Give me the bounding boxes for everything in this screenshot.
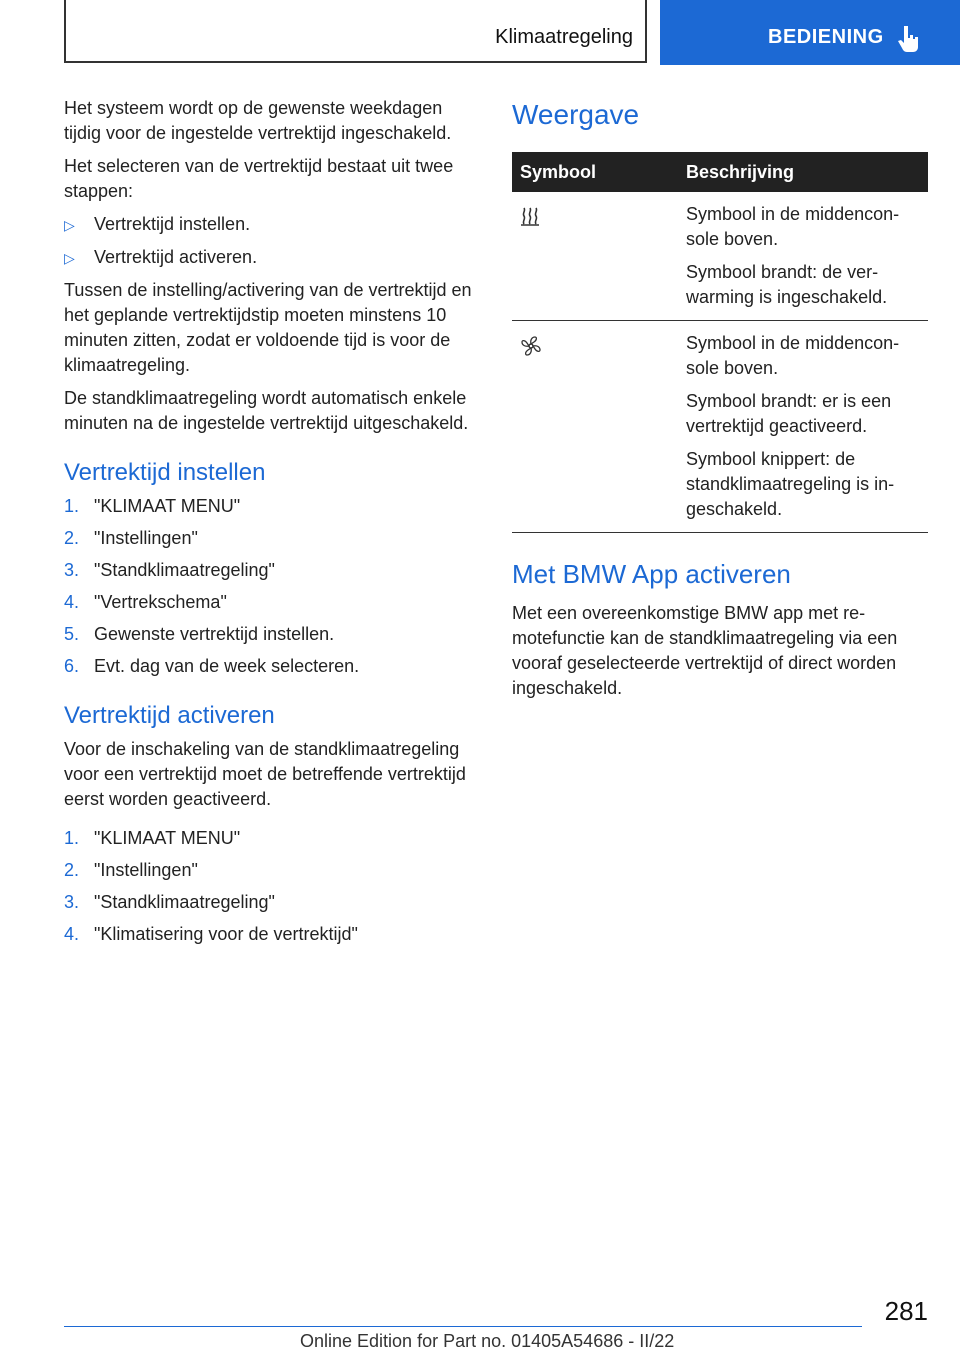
right-column xyxy=(512,96,928,709)
body-paragraph: De standklimaatregeling wordt automatisch enkele minuten na de ingestelde vertrektijd uitgeschakeld. xyxy=(64,388,469,433)
description-line: Symbool in de middenconsole boven. xyxy=(686,204,900,249)
description-line: Symbool knippert: de standklimaatregeling is ingeschakeld. xyxy=(686,449,895,519)
table-header-row xyxy=(512,152,928,192)
step-number: 3. xyxy=(64,560,80,580)
pointing-hand-icon xyxy=(896,24,922,54)
body-paragraph: Tussen de instelling/activering van de vertrektijd en het geplande vertrektijdstip moeten minstens 10 minuten zitten, zodat er voldoende tijd is voor de klimaatregeling. xyxy=(64,280,472,375)
left-column xyxy=(64,96,479,954)
header-section-box xyxy=(64,0,647,63)
step-text: "Klimatisering voor de vertrektijd" xyxy=(94,924,358,944)
step-text: "Standklimaatregeling" xyxy=(94,892,275,912)
symbol-table xyxy=(512,152,928,533)
symbol-cell xyxy=(512,192,678,321)
symbol-cell xyxy=(512,321,678,533)
step-text: "Instellingen" xyxy=(94,860,198,880)
step-number: 4. xyxy=(64,592,80,612)
bullet-text: Vertrektijd activeren. xyxy=(94,247,258,267)
step-number: 6. xyxy=(64,656,80,676)
step-item xyxy=(64,494,479,519)
fan-icon xyxy=(520,335,542,357)
intro-paragraph: Het systeem wordt op de gewenste weekdagen tijdig voor de ingestelde vertrektijd ingeschakeld. xyxy=(64,98,452,143)
step-text: Evt. dag van de week selecteren. xyxy=(94,656,360,676)
step-text: "KLIMAAT MENU" xyxy=(94,496,241,516)
step-item xyxy=(64,922,479,947)
table-row xyxy=(512,321,928,533)
step-item xyxy=(64,826,479,851)
description-line: Symbool in de middenconsole boven. xyxy=(686,333,900,378)
body-paragraph: Met een overeenkomstige BMW app met remotefunctie kan de standklimaatregeling via een vooraf geselecteerde vertrektijd of direct worden ingeschakeld. xyxy=(512,603,898,698)
description-cell xyxy=(678,321,928,533)
step-item xyxy=(64,890,479,915)
step-item xyxy=(64,590,479,615)
step-number: 1. xyxy=(64,496,80,516)
heading-vertrektijd-activeren: Vertrektijd activeren xyxy=(64,702,275,729)
bullet-text: Vertrektijd instellen. xyxy=(94,214,251,234)
step-text: Gewenste vertrektijd instellen. xyxy=(94,624,335,644)
step-item xyxy=(64,622,479,647)
section-title: Klimaatregeling xyxy=(495,26,633,48)
heading-vertrektijd-instellen: Vertrektijd instellen xyxy=(64,459,266,486)
step-item xyxy=(64,858,479,883)
heading-met-bmw-app-activeren: Met BMW App activeren xyxy=(512,559,791,589)
step-text: "Standklimaatregeling" xyxy=(94,560,275,580)
footer-divider xyxy=(64,1326,862,1327)
step-number: 2. xyxy=(64,528,80,548)
table-row xyxy=(512,192,928,321)
step-number: 2. xyxy=(64,860,80,880)
body-paragraph: Voor de inschakeling van de standklimaatregeling voor een vertrektijd moet de betreffende vertrektijd eerst worden geactiveerd. xyxy=(64,739,466,809)
step-number: 5. xyxy=(64,624,80,644)
chapter-tab xyxy=(660,0,960,65)
description-line: Symbool brandt: de verwarming is ingeschakeld. xyxy=(686,262,888,307)
bullet-item xyxy=(64,245,479,271)
step-number: 3. xyxy=(64,892,80,912)
step-text: "Instellingen" xyxy=(94,528,198,548)
step-number: 4. xyxy=(64,924,80,944)
step-item xyxy=(64,558,479,583)
intro-paragraph: Het selecteren van de vertrektijd bestaat uit twee stappen: xyxy=(64,156,454,201)
step-number: 1. xyxy=(64,828,80,848)
heading-weergave: Weergave xyxy=(512,99,640,130)
step-item xyxy=(64,654,479,679)
bullet-item xyxy=(64,212,479,238)
chapter-title: BEDIENING xyxy=(768,26,884,48)
triangle-bullet-icon: ▷ xyxy=(64,250,75,266)
page-number: 281 xyxy=(884,1296,928,1326)
step-text: "Vertrekschema" xyxy=(94,592,227,612)
footer-edition: Online Edition for Part no. 01405A54686 - II/22 xyxy=(300,1331,675,1351)
triangle-bullet-icon: ▷ xyxy=(64,217,75,233)
step-item xyxy=(64,526,479,551)
heat-waves-icon xyxy=(520,206,540,226)
description-line: Symbool brandt: er is een vertrektijd geactiveerd. xyxy=(686,391,892,436)
column-header-beschrijving: Beschrijving xyxy=(678,152,928,192)
column-header-symbool: Symbool xyxy=(512,152,678,192)
description-cell xyxy=(678,192,928,321)
step-text: "KLIMAAT MENU" xyxy=(94,828,241,848)
